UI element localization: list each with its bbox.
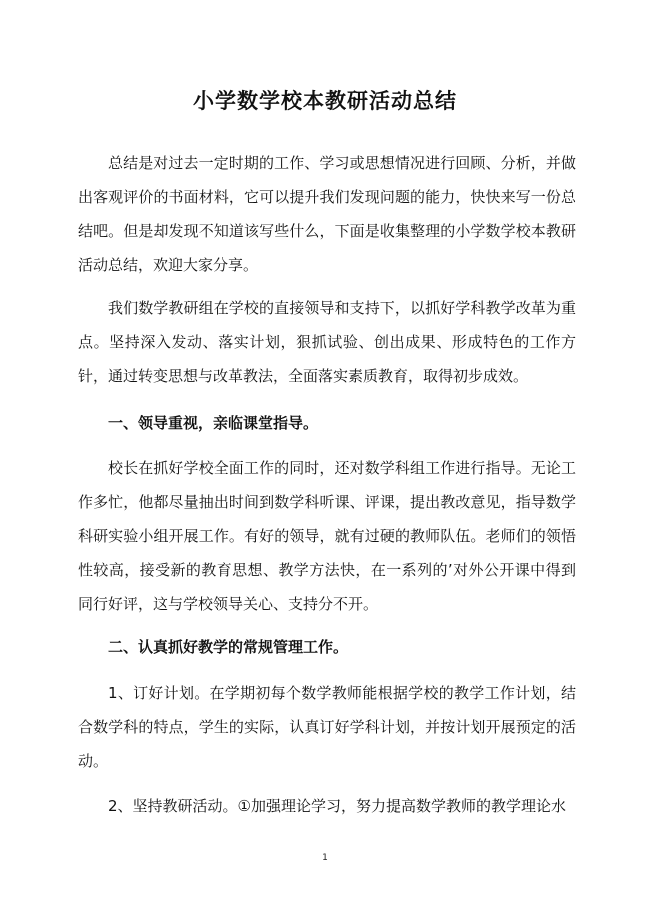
- leadership-paragraph: 校长在抓好学校全面工作的同时，还对数学科组工作进行指导。无论工作多忙，他都尽量抽出时间到数学科听课、评课，提出教改意见，指导数学科研实验小组开展工作。有好的领导，就有过硬的教师队伍。老师们的领悟性较高，接受新的教育思想、教学方法快，在一系列的’对外公开课中得到同行好评，这与学校领导关心、支持分不开。: [78, 459, 576, 613]
- section-heading-2: 二、认真抓好教学的常规管理工作。: [108, 638, 349, 656]
- overview-paragraph: 我们数学教研组在学校的直接领导和支持下，以抓好学科教学改革为重点。坚持深入发动、落实计划，狠抓试验、创出成果、形成特色的工作方针，通过转变思想与改革教法，全面落实素质教育，取得初步成效。: [78, 299, 576, 385]
- research-paragraph: 2、坚持教研活动。①加强理论学习，努力提高数学教师的教学理论水: [108, 797, 566, 815]
- intro-paragraph: 总结是对过去一定时期的工作、学习或思想情况进行回顾、分析，并做出客观评价的书面材料，它可以提升我们发现问题的能力，快快来写一份总结吧。但是却发现不知道该写些什么，下面是收集整理的小学数学校本教研活动总结，欢迎大家分享。: [78, 154, 576, 274]
- document-title: 小学数学校本教研活动总结: [193, 89, 457, 113]
- plan-paragraph: 1、订好计划。在学期初每个数学教师能根据学校的教学工作计划，结合数学科的特点，学生的实际，认真订好学科计划，并按计划开展预定的活动。: [78, 684, 576, 770]
- page-number: 1: [322, 853, 328, 863]
- section-heading-1: 一、领导重视，亲临课堂指导。: [108, 414, 319, 432]
